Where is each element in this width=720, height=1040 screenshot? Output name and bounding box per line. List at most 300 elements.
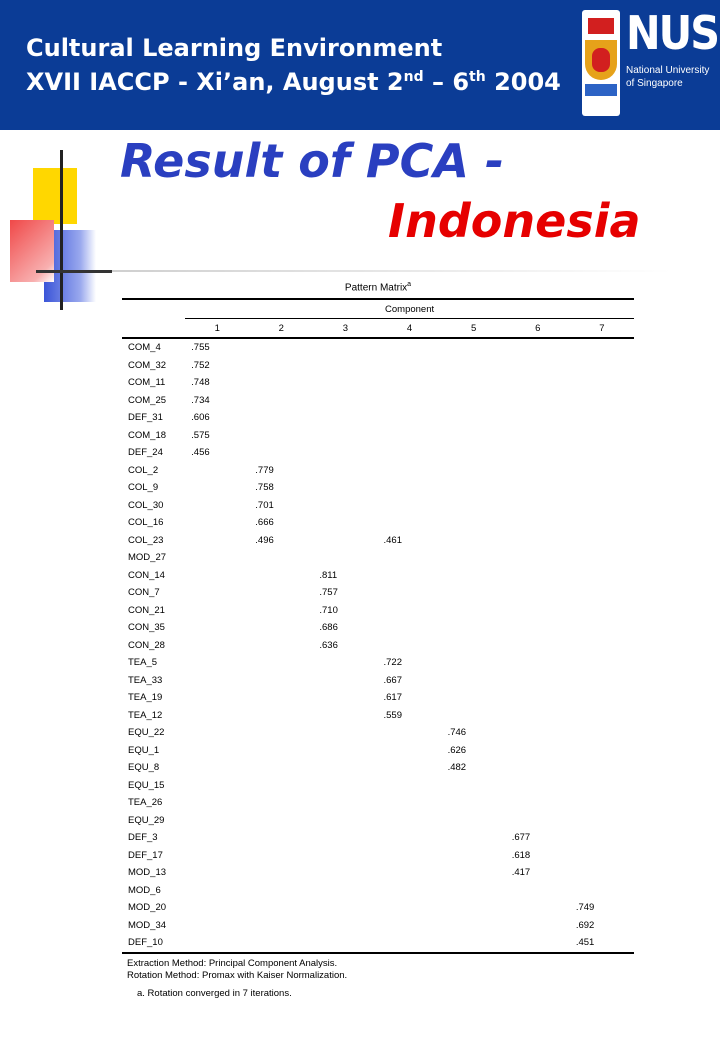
loading-cell: .461 [383, 534, 402, 546]
component-header-row [122, 299, 634, 319]
table-row [122, 759, 634, 777]
variable-label: CON_14 [128, 569, 165, 581]
loading-cell [313, 532, 377, 550]
loading-cell [570, 689, 634, 707]
table-row [122, 444, 634, 462]
table-row [122, 847, 634, 865]
loading-cell [185, 812, 249, 830]
loading-cell [442, 602, 506, 620]
loading-cell [570, 514, 634, 532]
loading-cell [442, 392, 506, 410]
table-row [122, 409, 634, 427]
decor-yellow-square [33, 168, 77, 224]
variable-label: MOD_20 [128, 902, 167, 914]
loading-cell [377, 462, 441, 480]
loading-cell [570, 567, 634, 585]
loading-cell [249, 637, 313, 655]
loading-cell [442, 689, 506, 707]
loading-cell [570, 882, 634, 900]
decor-vertical-line [60, 150, 63, 310]
variable-label: COM_32 [128, 359, 167, 371]
variable-label: EQU_29 [128, 814, 165, 826]
loading-cell [249, 427, 313, 445]
crest-book [588, 18, 614, 34]
loading-cell [570, 444, 634, 462]
header-blank-cell [122, 319, 185, 339]
loading-cell [313, 549, 377, 567]
loading-cell [442, 479, 506, 497]
extraction-method-note: Extraction Method: Principal Component Analysis. [127, 958, 338, 969]
loading-cell: .667 [383, 674, 402, 686]
loading-cell [442, 584, 506, 602]
loading-cell [506, 777, 570, 795]
loading-cell [377, 444, 441, 462]
loading-cell [249, 812, 313, 830]
loading-cell [185, 864, 249, 882]
loading-cell: .575 [191, 429, 210, 441]
loading-cell: .710 [319, 604, 338, 616]
loading-cell [506, 917, 570, 935]
loading-cell [313, 707, 377, 725]
loading-cell: .677 [511, 832, 531, 844]
loading-cell: .626 [447, 744, 467, 756]
loading-cell [249, 794, 313, 812]
table-row [122, 479, 634, 497]
table-row [122, 742, 634, 760]
loading-cell [185, 567, 249, 585]
loading-cell [442, 567, 506, 585]
table-row [122, 602, 634, 620]
component-number-7: 7 [570, 319, 634, 339]
variable-label: COL_9 [128, 482, 159, 494]
loading-cell [506, 637, 570, 655]
loading-cell [249, 374, 313, 392]
loading-cell [249, 409, 313, 427]
nus-crest-icon [582, 10, 620, 116]
loading-cell [506, 549, 570, 567]
table-row [122, 707, 634, 725]
header-subtitle-part: – 6 [423, 68, 470, 96]
loading-cell [377, 567, 441, 585]
variable-label: COM_25 [128, 394, 167, 406]
table-row [122, 584, 634, 602]
pattern-matrix-body [122, 299, 634, 953]
loading-cell [506, 934, 570, 953]
loading-cell [570, 654, 634, 672]
loading-cell [313, 759, 377, 777]
loading-cell [506, 707, 570, 725]
table-row [122, 864, 634, 882]
component-number-1: 1 [185, 319, 249, 339]
loading-cell [185, 689, 249, 707]
loading-cell [377, 357, 441, 375]
variable-label: COM_11 [128, 377, 166, 389]
loading-cell [442, 654, 506, 672]
loading-cell [506, 392, 570, 410]
loading-cell [185, 479, 249, 497]
loading-cell: .752 [191, 359, 210, 371]
loading-cell [377, 847, 441, 865]
loading-cell [377, 584, 441, 602]
loading-cell [185, 462, 249, 480]
loading-cell [313, 462, 377, 480]
loading-cell [570, 707, 634, 725]
loading-cell [506, 532, 570, 550]
component-header: Component [185, 299, 634, 319]
loading-cell [570, 637, 634, 655]
variable-label: TEA_33 [128, 674, 163, 686]
logo-subtitle-line: National University [626, 65, 710, 76]
loading-cell [570, 777, 634, 795]
loading-cell [442, 409, 506, 427]
loading-cell [506, 567, 570, 585]
table-row [122, 899, 634, 917]
table-row [122, 812, 634, 830]
nus-logo [580, 6, 719, 120]
variable-label: MOD_34 [128, 919, 167, 931]
loading-cell [249, 549, 313, 567]
loading-cell [185, 637, 249, 655]
loading-cell: .746 [447, 727, 467, 739]
loading-cell [313, 812, 377, 830]
loading-cell [313, 444, 377, 462]
loading-cell [570, 338, 634, 357]
loading-cell [377, 934, 441, 953]
crest-lion [592, 48, 610, 72]
loading-cell [313, 672, 377, 690]
table-row [122, 689, 634, 707]
variable-label: EQU_8 [128, 762, 160, 774]
loading-cell [185, 497, 249, 515]
variable-label: DEF_17 [128, 849, 163, 861]
pattern-matrix-title-sup: a [407, 281, 412, 288]
variable-label: TEA_5 [128, 657, 158, 669]
variable-label: EQU_22 [128, 727, 165, 739]
loading-cell [442, 777, 506, 795]
logo-abbr: NUS [626, 6, 719, 60]
loading-cell: .749 [575, 902, 595, 914]
loading-cell [249, 934, 313, 953]
loading-cell [249, 864, 313, 882]
loading-cell [249, 689, 313, 707]
variable-label: CON_7 [128, 587, 160, 599]
loading-cell [442, 794, 506, 812]
loading-cell [570, 794, 634, 812]
loading-cell [313, 899, 377, 917]
loading-cell [377, 514, 441, 532]
loading-cell [185, 707, 249, 725]
loading-cell [442, 847, 506, 865]
header-blank-cell [122, 299, 185, 319]
loading-cell [185, 619, 249, 637]
loading-cell: .811 [319, 569, 338, 581]
loading-cell [506, 497, 570, 515]
loading-cell: .559 [383, 709, 402, 721]
loading-cell [377, 794, 441, 812]
loading-cell [506, 584, 570, 602]
loading-cell [442, 444, 506, 462]
loading-cell [313, 829, 377, 847]
loading-cell [506, 672, 570, 690]
loading-cell [442, 637, 506, 655]
loading-cell [506, 444, 570, 462]
loading-cell [249, 847, 313, 865]
table-row [122, 917, 634, 935]
variable-label: COL_16 [128, 517, 164, 529]
table-row [122, 427, 634, 445]
loading-cell [185, 899, 249, 917]
loading-cell [506, 462, 570, 480]
table-row [122, 882, 634, 900]
loading-cell [313, 514, 377, 532]
header-subtitle-sup: th [469, 69, 486, 85]
component-number-2: 2 [249, 319, 313, 339]
loading-cell: .482 [447, 762, 467, 774]
loading-cell [313, 497, 377, 515]
table-row [122, 794, 634, 812]
loading-cell [570, 374, 634, 392]
header-subtitle-sup: nd [403, 69, 424, 85]
loading-cell [506, 479, 570, 497]
loading-cell [442, 899, 506, 917]
slide-title-country: Indonesia [388, 194, 641, 248]
loading-cell [313, 409, 377, 427]
loading-cell [442, 514, 506, 532]
loading-cell [249, 619, 313, 637]
variable-label: MOD_27 [128, 552, 167, 564]
decor-horizontal-line [36, 270, 112, 273]
loading-cell [506, 374, 570, 392]
table-row [122, 672, 634, 690]
loading-cell [442, 882, 506, 900]
loading-cell: .701 [255, 499, 274, 511]
loading-cell [377, 497, 441, 515]
loading-cell [377, 829, 441, 847]
table-notes [127, 958, 347, 1000]
loading-cell [570, 742, 634, 760]
loading-cell [442, 532, 506, 550]
loading-cell [377, 374, 441, 392]
table-row [122, 338, 634, 357]
loading-cell [377, 427, 441, 445]
loading-cell [377, 392, 441, 410]
loading-cell [570, 427, 634, 445]
table-row [122, 777, 634, 795]
loading-cell [313, 934, 377, 953]
loading-cell [377, 637, 441, 655]
loading-cell [570, 549, 634, 567]
loading-cell [377, 899, 441, 917]
component-number-5: 5 [442, 319, 506, 339]
loading-cell [442, 619, 506, 637]
slide-title: Result of PCA - [120, 134, 505, 188]
loading-cell [506, 654, 570, 672]
loading-cell [570, 462, 634, 480]
loading-cell [442, 374, 506, 392]
loading-cell: .692 [575, 919, 595, 931]
title-divider [112, 270, 672, 272]
loading-cell [185, 882, 249, 900]
table-row [122, 637, 634, 655]
loading-cell: .779 [255, 464, 274, 476]
loading-cell: .734 [191, 394, 210, 406]
loading-cell: .636 [319, 639, 338, 651]
variable-label: TEA_12 [128, 709, 163, 721]
loading-cell [506, 357, 570, 375]
loading-cell [377, 917, 441, 935]
table-row [122, 374, 634, 392]
variable-label: TEA_26 [128, 797, 163, 809]
loading-cell [185, 549, 249, 567]
loading-cell: .755 [191, 342, 210, 354]
loading-cell [506, 514, 570, 532]
component-number-4: 4 [377, 319, 441, 339]
loading-cell [442, 427, 506, 445]
loading-cell: .748 [191, 377, 210, 389]
loading-cell [249, 759, 313, 777]
loading-cell [506, 899, 570, 917]
variable-label: TEA_19 [128, 692, 163, 704]
loading-cell [377, 882, 441, 900]
loading-cell [185, 934, 249, 953]
loading-cell: .618 [511, 849, 531, 861]
loading-cell [377, 338, 441, 357]
loading-cell [442, 829, 506, 847]
loading-cell: .606 [191, 412, 210, 424]
loading-cell [570, 392, 634, 410]
table-row [122, 462, 634, 480]
loading-cell [185, 532, 249, 550]
loading-cell [313, 794, 377, 812]
loading-cell [506, 882, 570, 900]
component-number-3: 3 [313, 319, 377, 339]
loading-cell [249, 917, 313, 935]
variable-label: CON_28 [128, 639, 165, 651]
loading-cell: .417 [511, 867, 531, 879]
loading-cell [506, 794, 570, 812]
loading-cell [313, 357, 377, 375]
table-row [122, 724, 634, 742]
loading-cell [570, 829, 634, 847]
loading-cell: .758 [255, 482, 274, 494]
loading-cell [570, 602, 634, 620]
header-subtitle-part: XVII IACCP - Xi’an, August 2 [26, 68, 404, 96]
loading-cell [185, 794, 249, 812]
loading-cell [377, 777, 441, 795]
loading-cell [313, 777, 377, 795]
loading-cell [249, 707, 313, 725]
loading-cell [377, 812, 441, 830]
loading-cell [442, 812, 506, 830]
loading-cell [377, 602, 441, 620]
loading-cell [377, 479, 441, 497]
loading-cell [442, 864, 506, 882]
loading-cell [570, 584, 634, 602]
table-row [122, 357, 634, 375]
loading-cell [570, 759, 634, 777]
table-row [122, 497, 634, 515]
loading-cell [185, 759, 249, 777]
variable-label: EQU_1 [128, 744, 160, 756]
loading-cell [249, 654, 313, 672]
table-row [122, 619, 634, 637]
loading-cell [442, 707, 506, 725]
loading-cell [377, 759, 441, 777]
loading-cell: .451 [570, 934, 634, 953]
logo-subtitle-line: of Singapore [626, 78, 683, 89]
table-row [122, 532, 634, 550]
table-row [122, 934, 634, 953]
table-row [122, 829, 634, 847]
loading-cell [185, 672, 249, 690]
variable-label: COM_4 [128, 342, 161, 354]
variable-label: MOD_13 [128, 867, 167, 879]
loading-cell: .757 [319, 587, 338, 599]
loading-cell [249, 777, 313, 795]
loading-cell [442, 357, 506, 375]
loading-cell [249, 567, 313, 585]
loading-cell [506, 812, 570, 830]
loading-cell [249, 882, 313, 900]
loading-cell [377, 409, 441, 427]
loading-cell [313, 338, 377, 357]
table-row [122, 549, 634, 567]
loading-cell [506, 724, 570, 742]
loading-cell [442, 672, 506, 690]
loading-cell [185, 514, 249, 532]
loading-cell [377, 742, 441, 760]
loading-cell [249, 584, 313, 602]
loading-cell [185, 829, 249, 847]
loading-cell [313, 392, 377, 410]
loading-cell [313, 427, 377, 445]
loading-cell [377, 724, 441, 742]
loading-cell [570, 497, 634, 515]
table-row [122, 567, 634, 585]
loading-cell [185, 917, 249, 935]
loading-cell [249, 742, 313, 760]
table-row [122, 514, 634, 532]
loading-cell [185, 724, 249, 742]
loading-cell [313, 847, 377, 865]
loading-cell [442, 917, 506, 935]
variable-label: CON_21 [128, 604, 165, 616]
loading-cell [570, 812, 634, 830]
variable-label: MOD_6 [128, 884, 161, 896]
loading-cell [313, 864, 377, 882]
loading-cell [442, 462, 506, 480]
component-number-row [122, 319, 634, 339]
loading-cell [249, 444, 313, 462]
loading-cell [506, 602, 570, 620]
loading-cell [249, 338, 313, 357]
loading-cell [506, 689, 570, 707]
loading-cell [442, 549, 506, 567]
loading-cell [570, 479, 634, 497]
loading-cell [313, 882, 377, 900]
loading-cell [313, 742, 377, 760]
variable-label: DEF_24 [128, 447, 163, 459]
loading-cell [249, 829, 313, 847]
loading-cell [185, 654, 249, 672]
loading-cell [506, 409, 570, 427]
loading-cell: .666 [255, 517, 274, 529]
variable-label: COL_2 [128, 464, 159, 476]
pattern-matrix-title [122, 281, 634, 293]
table-row [122, 654, 634, 672]
loading-cell [506, 427, 570, 445]
loading-cell [185, 847, 249, 865]
